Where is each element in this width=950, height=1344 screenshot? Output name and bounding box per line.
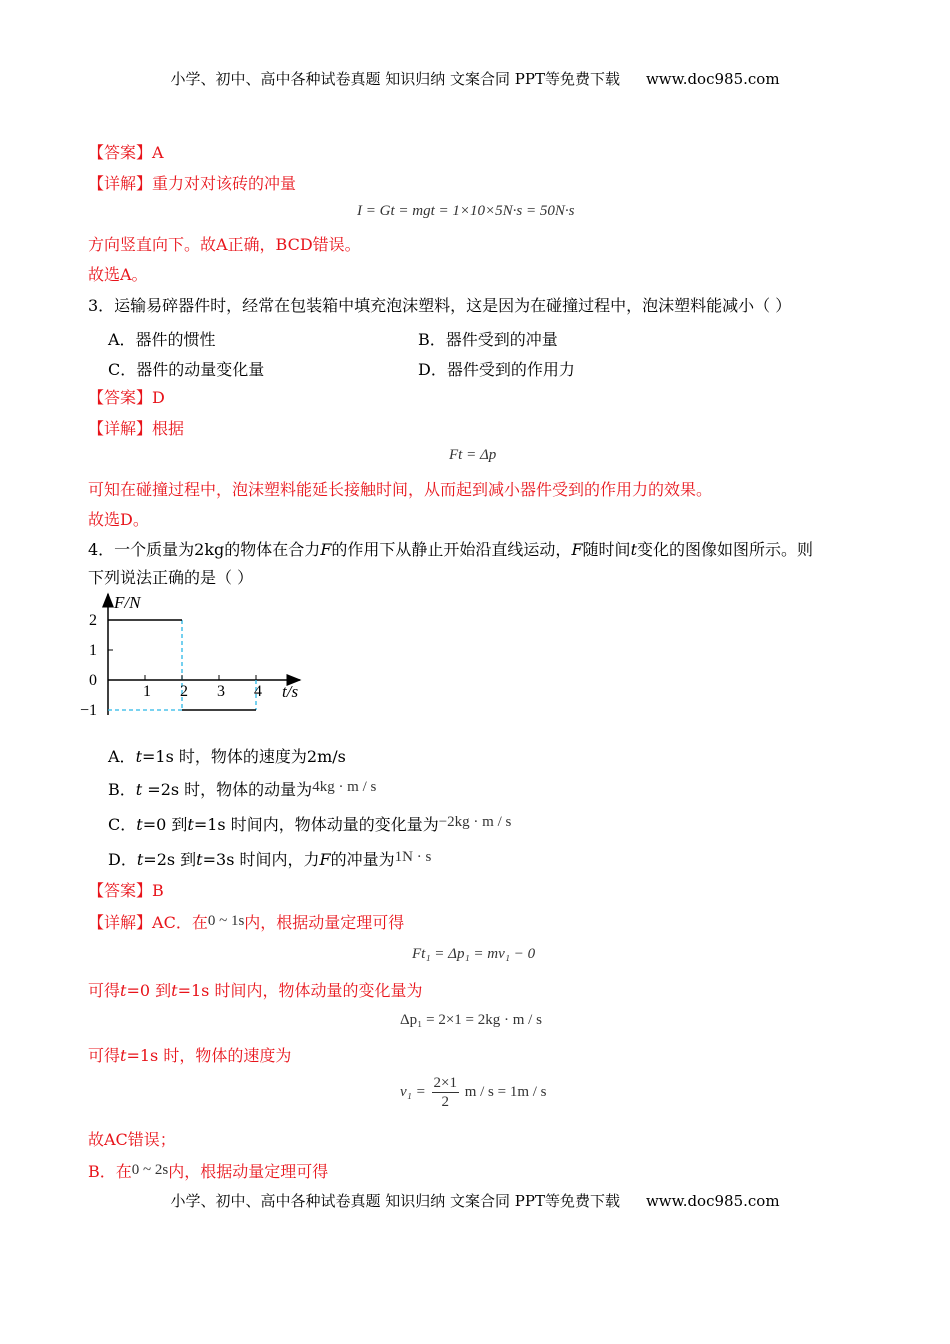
q4-line-dp bbox=[88, 980, 422, 1002]
q4-stem-t: t bbox=[630, 540, 637, 559]
header-url[interactable]: www.doc985.com bbox=[645, 70, 780, 88]
q4-v-t: t bbox=[120, 1046, 127, 1065]
q4-b-t: t bbox=[135, 780, 143, 799]
q4-c-rest: =1s 时间内，物体动量的变化量为 bbox=[193, 815, 439, 834]
q4-dp-t: t bbox=[120, 981, 127, 1000]
q4-option-c bbox=[108, 812, 511, 835]
q3-option-c: C．器件的动量变化量 bbox=[108, 360, 265, 379]
q4-b-a: B．在 bbox=[88, 1162, 132, 1181]
q4-eq3-rhs: m / s = 1m / s bbox=[464, 1083, 547, 1100]
x-axis-label: t/s bbox=[282, 682, 299, 701]
q4-b-rest: =2s 时，物体的动量为 bbox=[142, 780, 313, 799]
y-tick-label: −1 bbox=[80, 702, 97, 719]
q4-d-t: t bbox=[136, 850, 144, 869]
q3-line1: 可知在碰撞过程中，泡沫塑料能延长接触时间，从而起到减小器件受到的作用力的效果。 bbox=[88, 480, 713, 499]
footer-url[interactable]: www.doc985.com bbox=[645, 1192, 780, 1210]
q4-eq3-lhs: v₁ = bbox=[400, 1083, 426, 1100]
q3-answer: 【答案】D bbox=[88, 388, 165, 407]
q4-a-t: t bbox=[135, 747, 142, 766]
q4-option-a bbox=[108, 744, 346, 767]
q4-stem-c: 随时间 bbox=[582, 540, 631, 559]
q4-b-range: 0 ~ 2s bbox=[131, 1162, 169, 1178]
q3-option-d: D．器件受到的作用力 bbox=[418, 360, 575, 379]
y-axis-label: F/N bbox=[114, 593, 141, 612]
q4-line-v bbox=[88, 1045, 291, 1067]
x-tick-label: 2 bbox=[180, 683, 188, 700]
q4-equation-2: Δp₁ = 2×1 = 2kg · m / s bbox=[400, 1012, 542, 1028]
page-header bbox=[0, 68, 950, 89]
q2-line2: 故选A。 bbox=[88, 265, 148, 284]
q4-dp-c: =1s 时间内，物体动量的变化量为 bbox=[177, 981, 423, 1000]
q4-stem-a: 4．一个质量为2kg的物体在合力 bbox=[88, 540, 321, 559]
q4-stem-d: 变化的图像如图所示。则 bbox=[637, 540, 814, 559]
q4-eq3-fraction bbox=[432, 1074, 459, 1111]
q4-option-b bbox=[108, 777, 376, 800]
q2-equation: I = Gt = mgt = 1×10×5N·s = 50N·s bbox=[357, 203, 575, 219]
q4-detail-label: 【详解】 bbox=[88, 913, 153, 932]
q4-option-d bbox=[108, 847, 431, 870]
q3-line2: 故选D。 bbox=[88, 510, 149, 529]
x-tick-label: 3 bbox=[217, 683, 225, 700]
q4-a-rest: =1s 时，物体的速度为2m/s bbox=[142, 747, 346, 766]
q3-option-a: A．器件的惯性 bbox=[108, 330, 216, 349]
q2-detail-label: 【详解】 bbox=[88, 174, 153, 193]
q4-c-value: −2kg · m / s bbox=[438, 814, 512, 830]
q4-c-t2: t bbox=[187, 815, 194, 834]
q2-detail bbox=[88, 173, 296, 195]
q4-equation-3 bbox=[400, 1074, 547, 1111]
q4-b-c: 内，根据动量定理可得 bbox=[168, 1162, 329, 1181]
q4-c-pre: C． bbox=[108, 815, 137, 834]
q3-detail-label: 【详解】 bbox=[88, 419, 153, 438]
q4-equation-1: Ft₁ = Δp₁ = mv₁ − 0 bbox=[412, 946, 536, 962]
q4-stem-f2: F bbox=[571, 540, 583, 559]
q4-b-pre: B． bbox=[108, 780, 136, 799]
q4-d-t2: t bbox=[196, 850, 203, 869]
x-tick-label: 4 bbox=[254, 683, 262, 700]
q4-dp-a: 可得 bbox=[88, 981, 121, 1000]
q4-answer: 【答案】B bbox=[88, 881, 164, 900]
q3-equation: Ft = Δp bbox=[449, 447, 497, 463]
q4-dp-t2: t bbox=[171, 981, 178, 1000]
x-tick-label: 1 bbox=[143, 683, 151, 700]
header-text: 小学、初中、高中各种试卷真题 知识归纳 文案合同 PPT等免费下载 bbox=[170, 70, 620, 88]
q4-v-a: 可得 bbox=[88, 1046, 121, 1065]
q4-line-b bbox=[88, 1161, 328, 1184]
footer-text: 小学、初中、高中各种试卷真题 知识归纳 文案合同 PPT等免费下载 bbox=[170, 1192, 620, 1210]
q4-d-mid: =2s 到 bbox=[143, 850, 197, 869]
q4-c-t: t bbox=[136, 815, 143, 834]
q3-detail-text: 根据 bbox=[152, 419, 185, 438]
q4-detail-range: 0 ~ 1s bbox=[207, 913, 245, 929]
q4-b-value: 4kg · m / s bbox=[312, 779, 377, 795]
q4-d-rest: =3s 时间内，力 bbox=[202, 850, 320, 869]
q4-d-rest2: 的冲量为 bbox=[330, 850, 395, 869]
q3-stem: 3．运输易碎器件时，经常在包装箱中填充泡沫塑料，这是因为在碰撞过程中，泡沫塑料能减小（ ） bbox=[88, 296, 792, 315]
q4-c-mid: =0 到 bbox=[142, 815, 188, 834]
q4-line-ac: 故AC错误； bbox=[88, 1130, 176, 1149]
q4-d-pre: D． bbox=[108, 850, 137, 869]
q4-a-pre: A． bbox=[108, 747, 136, 766]
y-tick-label: 0 bbox=[89, 672, 97, 689]
q4-eq3-denominator: 2 bbox=[441, 1094, 449, 1110]
q4-detail-ac2: 内，根据动量定理可得 bbox=[244, 913, 405, 932]
q2-detail-text: 重力对对该砖的冲量 bbox=[152, 174, 297, 193]
q4-d-f: F bbox=[319, 850, 331, 869]
q4-stem-f: F bbox=[320, 540, 332, 559]
y-tick-label: 1 bbox=[89, 642, 97, 659]
q4-stem-line2: 下列说法正确的是（ ） bbox=[88, 568, 254, 587]
page-footer bbox=[0, 1190, 950, 1211]
q4-detail-ac: AC．在 bbox=[152, 913, 208, 932]
q4-detail bbox=[88, 912, 404, 935]
force-time-chart bbox=[80, 590, 320, 725]
q3-option-b: B．器件受到的冲量 bbox=[418, 330, 558, 349]
q4-stem bbox=[88, 539, 813, 561]
q2-line1: 方向竖直向下。故A正确，BCD错误。 bbox=[88, 235, 361, 254]
q4-stem-b: 的作用下从静止开始沿直线运动， bbox=[331, 540, 572, 559]
q4-eq3-numerator: 2×1 bbox=[433, 1075, 457, 1091]
q4-v-b: =1s 时，物体的速度为 bbox=[126, 1046, 292, 1065]
q3-detail bbox=[88, 418, 184, 440]
q4-d-value: 1N · s bbox=[394, 849, 432, 865]
y-tick-label: 2 bbox=[89, 612, 97, 629]
q2-answer: 【答案】A bbox=[88, 143, 164, 162]
q4-dp-b: =0 到 bbox=[126, 981, 172, 1000]
